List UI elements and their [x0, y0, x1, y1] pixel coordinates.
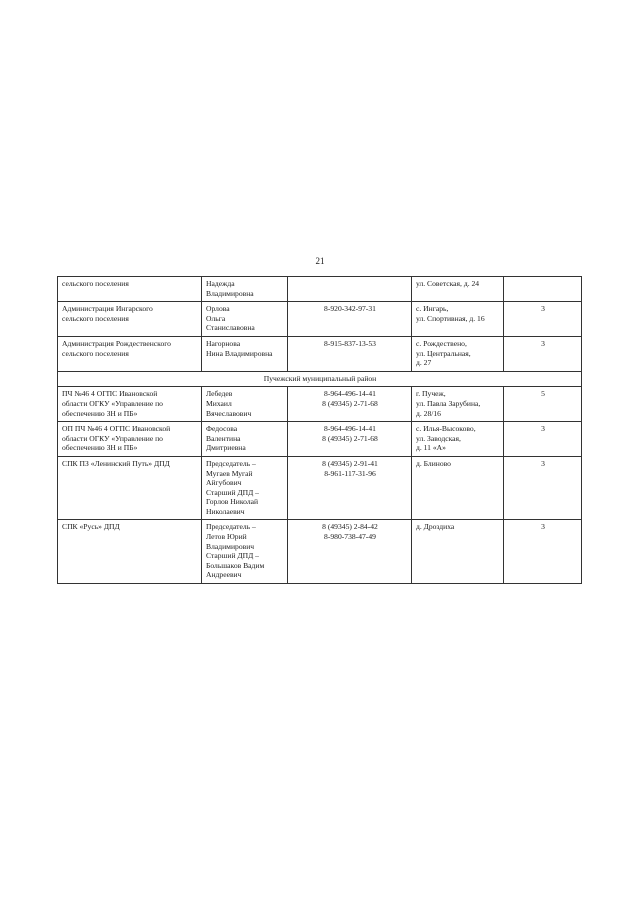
- organization-cell: [58, 456, 202, 520]
- contact-person-line: Летов Юрий: [206, 532, 247, 542]
- phone-cell: [288, 520, 412, 584]
- contact-person-line: Нина Владимировна: [206, 348, 273, 358]
- phone-cell: [288, 302, 412, 337]
- address-line: ул. Центральная,: [416, 348, 471, 358]
- crew-count-cell: 3: [504, 302, 582, 337]
- address-line: ул. Заводская,: [416, 433, 461, 443]
- contact-person-line: Председатель –: [206, 522, 256, 532]
- contact-person-line: Айгубович: [206, 478, 242, 488]
- contact-person-line: Лебедев: [206, 389, 233, 399]
- address-line: д. 27: [416, 358, 432, 368]
- contact-person-line: Станиславовна: [206, 323, 255, 333]
- organization-cell: [58, 387, 202, 422]
- table-body: [58, 277, 582, 584]
- organization-cell: [58, 336, 202, 371]
- organization-line: обеспечению ЗН и ПБ»: [62, 443, 138, 453]
- contacts-table: [57, 276, 582, 584]
- contact-person-cell: [202, 387, 288, 422]
- organization-line: области ОГКУ «Управление по: [62, 398, 163, 408]
- contact-person-cell: [202, 422, 288, 457]
- phone-cell: [288, 456, 412, 520]
- address-line: г. Пучеж,: [416, 389, 446, 399]
- address-line: с. Рождествено,: [416, 338, 467, 348]
- phone-line: 8 (49345) 2-71-68: [322, 433, 378, 443]
- organization-line: Администрация Рождественского: [62, 338, 171, 348]
- organization-line: СПК ПЗ «Ленинский Путь» ДПД: [62, 458, 170, 468]
- contact-person-line: Горлов Николай: [206, 497, 259, 507]
- address-cell: [412, 302, 504, 337]
- contact-person-line: Большаков Вадим: [206, 560, 265, 570]
- table-row: [58, 456, 582, 520]
- phone-cell: [288, 336, 412, 371]
- table-row: [58, 422, 582, 457]
- page-number: 21: [315, 256, 325, 266]
- phone-line: 8-964-496-14-41: [324, 389, 376, 399]
- contact-person-line: Николаевич: [206, 506, 245, 516]
- address-cell: [412, 422, 504, 457]
- address-cell: [412, 456, 504, 520]
- section-header-row: [58, 371, 582, 387]
- address-cell: [412, 277, 504, 302]
- crew-count-cell: [504, 277, 582, 302]
- phone-line: 8 (49345) 2-71-68: [322, 398, 378, 408]
- organization-line: сельского поселения: [62, 279, 129, 288]
- contact-person-line: Владимирович: [206, 541, 255, 551]
- organization-line: Администрация Ингарского: [62, 304, 153, 314]
- contact-person-line: Старший ДПД –: [206, 551, 259, 561]
- crew-count-cell: 3: [504, 520, 582, 584]
- address-cell: [412, 520, 504, 584]
- organization-line: СПК «Русь» ДПД: [62, 522, 120, 532]
- organization-line: области ОГКУ «Управление по: [62, 433, 163, 443]
- organization-line: сельского поселения: [62, 348, 129, 358]
- contact-person-line: Дмитриевна: [206, 443, 246, 453]
- contact-person-line: Председатель –: [206, 458, 256, 468]
- contact-person-line: Мугаев Мугай: [206, 468, 253, 478]
- address-line: д. 11 «А»: [416, 443, 446, 453]
- organization-line: ПЧ №46 4 ОГПС Ивановской: [62, 389, 158, 399]
- section-title: Пучежский муниципальный район: [58, 371, 582, 387]
- crew-count-cell: 3: [504, 336, 582, 371]
- phone-line: 8-915-837-13-53: [324, 338, 376, 348]
- contact-person-cell: [202, 336, 288, 371]
- phone-cell: [288, 277, 412, 302]
- table-row: [58, 277, 582, 302]
- phone-cell: [288, 422, 412, 457]
- address-line: с. Ингарь,: [416, 304, 449, 314]
- address-line: ул. Спортивная, д. 16: [416, 313, 485, 323]
- address-cell: [412, 336, 504, 371]
- phone-line: 8-964-496-14-41: [324, 424, 376, 434]
- address-line: ул. Советская, д. 24: [416, 279, 480, 288]
- phone-line: 8-980-738-47-49: [324, 532, 376, 542]
- contact-person-line: Андреевич: [206, 570, 242, 580]
- organization-line: сельского поселения: [62, 313, 129, 323]
- contact-person-cell: [202, 277, 288, 302]
- address-line: ул. Павла Зарубина,: [416, 398, 481, 408]
- contact-person-line: Ольга: [206, 313, 226, 323]
- table-row: [58, 520, 582, 584]
- address-line: с. Илья-Высоково,: [416, 424, 476, 434]
- phone-line: 8-920-342-97-31: [324, 304, 376, 314]
- phone-line: 8-961-117-31-96: [324, 468, 376, 478]
- contact-person-line: Михаил: [206, 398, 232, 408]
- address-cell: [412, 387, 504, 422]
- organization-cell: [58, 520, 202, 584]
- crew-count-cell: 3: [504, 422, 582, 457]
- organization-cell: [58, 302, 202, 337]
- crew-count-cell: 5: [504, 387, 582, 422]
- phone-line: 8 (49345) 2-84-42: [322, 522, 378, 532]
- organization-cell: [58, 277, 202, 302]
- address-line: д. 28/16: [416, 408, 441, 418]
- phone-cell: [288, 387, 412, 422]
- contact-person-cell: [202, 520, 288, 584]
- phone-line: 8 (49345) 2-91-41: [322, 458, 378, 468]
- contact-person-line: Надежда: [206, 279, 235, 288]
- address-line: д. Дроздиха: [416, 522, 455, 532]
- organization-cell: [58, 422, 202, 457]
- organization-line: ОП ПЧ №46 4 ОГПС Ивановской: [62, 424, 171, 434]
- address-line: д. Блиново: [416, 458, 451, 468]
- contact-person-cell: [202, 302, 288, 337]
- contact-person-line: Орлова: [206, 304, 230, 314]
- contact-person-line: Вячеславович: [206, 408, 252, 418]
- contact-person-line: Валентина: [206, 433, 241, 443]
- contact-person-line: Нагорнова: [206, 338, 241, 348]
- crew-count-cell: 3: [504, 456, 582, 520]
- contact-person-line: Владимировна: [206, 288, 254, 298]
- organization-line: обеспечению ЗН и ПБ»: [62, 408, 138, 418]
- table-row: [58, 387, 582, 422]
- contact-person-line: Федосова: [206, 424, 238, 434]
- contact-person-line: Старший ДПД –: [206, 487, 259, 497]
- contact-person-cell: [202, 456, 288, 520]
- table-row: [58, 302, 582, 337]
- table-row: [58, 336, 582, 371]
